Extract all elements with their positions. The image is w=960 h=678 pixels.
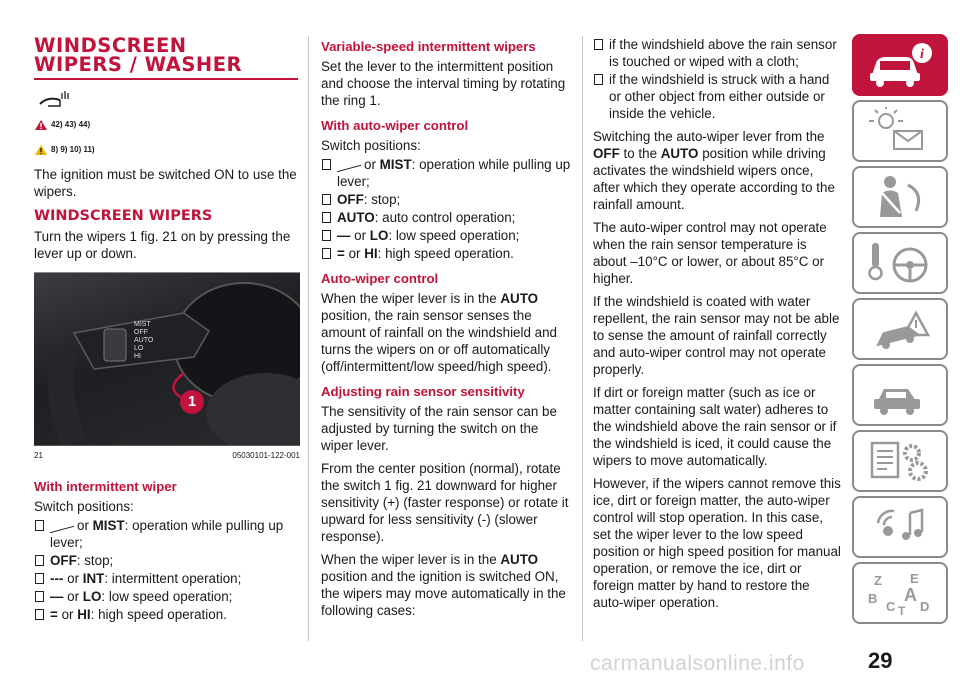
warning-references: 42) 43) 44) [34,116,300,133]
index-letter-t: T [898,604,906,617]
seatbelt-airbag-icon [864,173,936,221]
list-item: — or LO: low speed operation; [34,588,300,605]
figure-number: 21 [34,451,43,460]
caution-triangle-icon [34,144,48,156]
page-number: 29 [868,648,893,673]
heading-auto-wiper: With auto-wiper control [321,118,469,133]
tab-emergency[interactable] [852,298,948,360]
alphabetical-index-icon [864,569,936,617]
col3-text-2: The auto-wiper control may not operate when the rain sensor temperature is about –10°C or lower, or about 85°C or higher. [593,220,827,286]
figure-code: 05030101-122-001 [232,451,300,460]
lever-labels: MIST OFF AUTO LO HI [134,321,154,360]
column-divider [308,36,309,641]
heading-auto-wiper-control: Auto-wiper control [321,271,439,286]
chapter-tabs [852,34,948,628]
sensitivity-text-3: When the wiper lever is in the AUTO position and the ignition is switched ON, the wipers may move automatically in the following cases: [321,552,566,618]
key-steering-wheel-icon [864,239,936,287]
callout-1: 1 [180,390,204,414]
index-letter-a: A [904,585,917,605]
list-item: --- or INT: intermittent operation; [34,570,300,587]
figure-wiper-lever [34,272,300,445]
list-item: if the windshield is struck with a hand or other object from either outside or inside the vehicle. [593,71,843,122]
list-item: AUTO: auto control operation; [321,209,571,226]
index-letter-z: Z [874,573,882,588]
tab-getting-to-know[interactable] [852,34,948,96]
col3-text-1: Switching the auto-wiper lever from the OFF to the AUTO position while driving activates the windshield wipers once, after which they operate according to the rainfall amount. [593,129,835,212]
column-divider [582,36,583,641]
list-item: if the windshield above the rain sensor is touched or wiped with a cloth; [593,36,843,70]
tab-technical-data[interactable] [852,430,948,492]
column-2 [321,36,571,625]
dashboard-lights-icon [864,107,936,155]
tab-dashboard[interactable] [852,100,948,162]
list-item: = or HI: high speed operation. [34,606,300,623]
tab-starting-driving[interactable] [852,232,948,294]
breakdown-car-icon [864,371,936,419]
list-item: OFF: stop; [321,191,571,208]
col3-text-3: If the windshield is coated with water repellent, the rain sensor may not be able to sense the amount of rainfall correctly and auto-wiper control may not operate properly. [593,294,840,377]
intro-text: The ignition must be switched ON to use the wipers. [34,167,297,199]
svg-text:i: i [920,47,924,62]
index-letter-e: E [910,571,919,586]
index-letter-d: D [920,599,930,614]
tab-multimedia[interactable] [852,496,948,558]
sensitivity-text-1: The sensitivity of the rain sensor can be adjusted by turning the switch on the wiper lever. [321,404,557,453]
heading-intermittent: With intermittent wiper [34,479,177,494]
tab-servicing[interactable] [852,364,948,426]
maintenance-gears-icon [864,437,936,485]
heading-variable-speed: Variable-speed intermittent wipers [321,39,536,54]
tab-index[interactable] [852,562,948,624]
sensitivity-text-2: From the center position (normal), rotate the switch 1 fig. 21 downward for higher sensitivity (+) (faster response) or rotate it upward for less sensitivity (-) (slower response). [321,461,569,544]
warning-triangle-icon [34,119,48,131]
heading-rain-sensor-sensitivity: Adjusting rain sensor sensitivity [321,384,525,399]
auto-control-text: When the wiper lever is in the AUTO position, the rain sensor senses the amount of rainfall on the windshield and turns the wipers on or off automatically (off/intermittent/low speed/high speed). [321,291,557,374]
car-info-icon [864,41,936,89]
page-title: WINDSCREEN WIPERS / WASHER [34,34,243,76]
wipers-text: Turn the wipers 1 fig. 21 on by pressing the lever up or down. [34,229,291,261]
index-letter-c: C [886,599,896,614]
wiper-washer-symbol [38,90,300,112]
figure-caption [34,445,300,464]
index-letter-b: B [868,591,878,606]
variable-text: Set the lever to the intermittent position and choose the interval timing by rotating the ring 1. [321,59,566,108]
warning-triangle-car-icon [864,305,936,353]
col3-text-5: However, if the wipers cannot remove this ice, dirt or foreign matter, the auto-wiper control will stop operation. In this case, set the wiper lever to the low speed position or high speed position for manual operation, or remove the ice, dirt or foreign matter by hand to restore the auto-wiper operation. [593,476,841,610]
watermark: carmanualsonline.info [590,652,805,675]
column-1 [34,36,300,624]
intermittent-lead: Switch positions: [34,499,134,514]
tab-safety[interactable] [852,166,948,228]
wiper-lever-illustration [34,273,300,445]
caution-references: 8) 9) 10) 11) [34,141,300,158]
column-3 [593,36,843,617]
list-item: or MIST: operation while pulling up lever; [34,517,300,551]
list-item: — or LO: low speed operation; [321,227,571,244]
section-heading-windscreen-wipers: WINDSCREEN WIPERS [34,208,213,224]
multimedia-icon [864,503,936,551]
list-item: = or HI: high speed operation. [321,245,571,262]
list-item: OFF: stop; [34,552,300,569]
auto-wiper-lead: Switch positions: [321,138,421,153]
title-underline [34,78,298,80]
list-item: or MIST: operation while pulling up lever; [321,156,571,190]
col3-text-4: If dirt or foreign matter (such as ice or matter containing salt water) adheres to the windshield above the rain sensor or if the windshield is iced, it could cause the wipers to move automatically. [593,385,837,468]
wiper-washer-icon [38,90,72,108]
